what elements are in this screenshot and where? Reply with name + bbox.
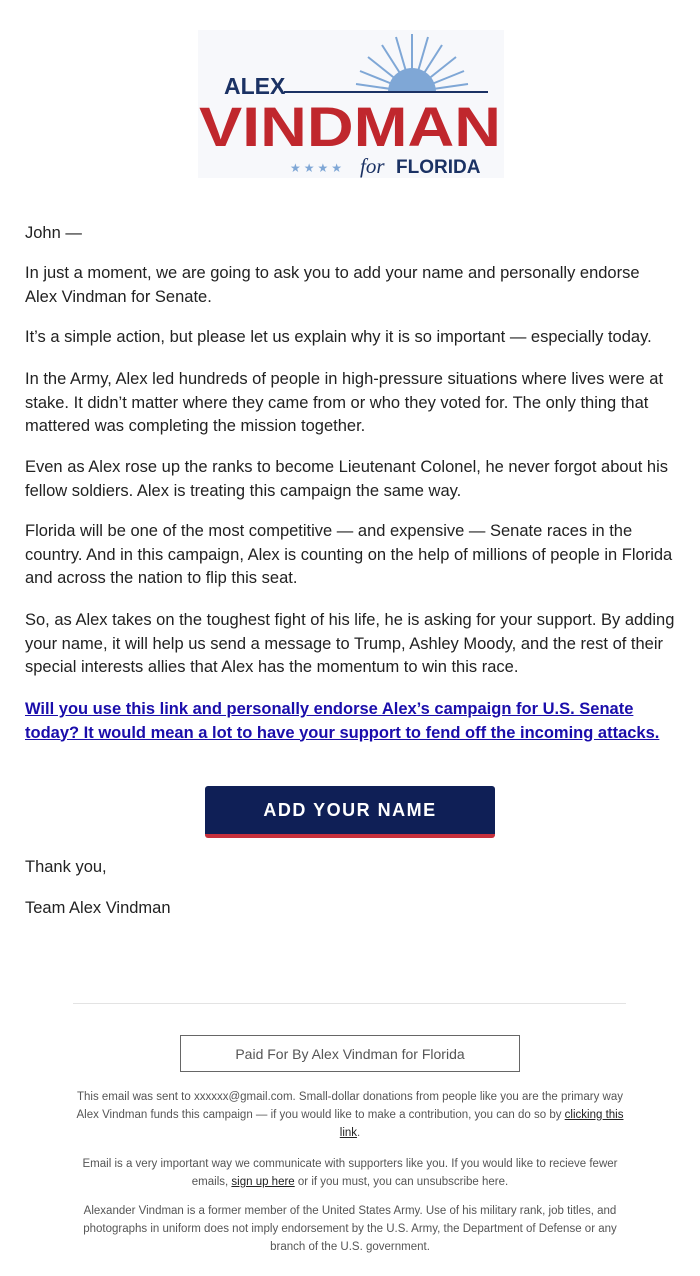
footer-military-disclaimer: Alexander Vindman is a former member of the United States Army. Use of his military rank, job titles, and photographs in uniform does not imply endorsement by the U.S. Army, the Department of Defense or any branch of the U.S. government. — [83, 1205, 617, 1253]
footer-note-text: Email is a very important way we communicate with supporters like you. If you would like to recieve fewer emails, — [82, 1158, 618, 1188]
signature: Team Alex Vindman — [25, 899, 171, 917]
paragraph-5: Florida will be one of the most competitive — and expensive — Senate races in the country. And in this campaign, Alex is counting on the help of millions of people in Florida and across the nation to flip this seat. — [25, 522, 673, 587]
add-your-name-button[interactable] — [205, 786, 495, 838]
sign-up-link[interactable]: sign up here — [231, 1176, 295, 1188]
footer-note-text: or if you must, you can unsubscribe here. — [294, 1176, 509, 1188]
paragraph-6: So, as Alex takes on the toughest fight of his life, he is asking for your support. By adding your name, it will help us send a message to Trump, Ashley Moody, and the rest of their special interests allies that Alex has the momentum to win this race. — [25, 611, 675, 676]
campaign-logo — [198, 28, 508, 183]
logo-state: FLORIDA — [396, 157, 481, 178]
sun-icon — [388, 68, 436, 92]
footer-divider — [73, 1003, 626, 1004]
closing-thanks: Thank you, — [25, 858, 107, 876]
footer-donation-note — [75, 1088, 625, 1142]
paragraph-4: Even as Alex rose up the ranks to become Lieutenant Colonel, he never forgot about his fellow soldiers. Alex is treating this campaign the same way. — [25, 458, 668, 500]
endorse-link[interactable]: Will you use this link and personally endorse Alex’s campaign for U.S. Senate today? It would mean a lot to have your support to fend off the incoming attacks. — [25, 700, 660, 742]
footer-note-text: . Small-dollar donations from people like you are the primary way Alex Vindman funds this campaign — if you would like to make a contribution, you can do so by — [76, 1091, 623, 1121]
footer-note-text: . — [357, 1127, 361, 1139]
paragraph-1: In just a moment, we are going to ask you to add your name and personally endorse Alex Vindman for Senate. — [25, 264, 640, 306]
paragraph-3: In the Army, Alex led hundreds of people in high-pressure situations where lives were at stake. It didn’t matter where they came from or who they voted for. The only thing that mattered was completing the mission together. — [25, 370, 664, 435]
donate-link[interactable]: clicking this link — [339, 1109, 624, 1139]
footer-note-text: This email was sent to — [76, 1091, 194, 1103]
greeting: John — — [25, 224, 82, 242]
logo-last-name: VINDMAN — [199, 95, 501, 158]
logo-first-name: ALEX — [224, 73, 286, 99]
add-your-name-label: ADD YOUR NAME — [263, 799, 437, 820]
paid-for-disclaimer — [180, 1035, 520, 1072]
logo-stars: ★★★★ — [290, 161, 346, 175]
paragraph-2: It’s a simple action, but please let us explain why it is so important — especially today. — [25, 328, 652, 346]
recipient-email: xxxxxx@gmail.com — [193, 1091, 293, 1103]
footer-email-preferences — [75, 1155, 625, 1191]
logo-for: for — [360, 154, 385, 178]
paid-for-text: Paid For By Alex Vindman for Florida — [235, 1045, 465, 1062]
header-logo-area — [0, 0, 700, 200]
